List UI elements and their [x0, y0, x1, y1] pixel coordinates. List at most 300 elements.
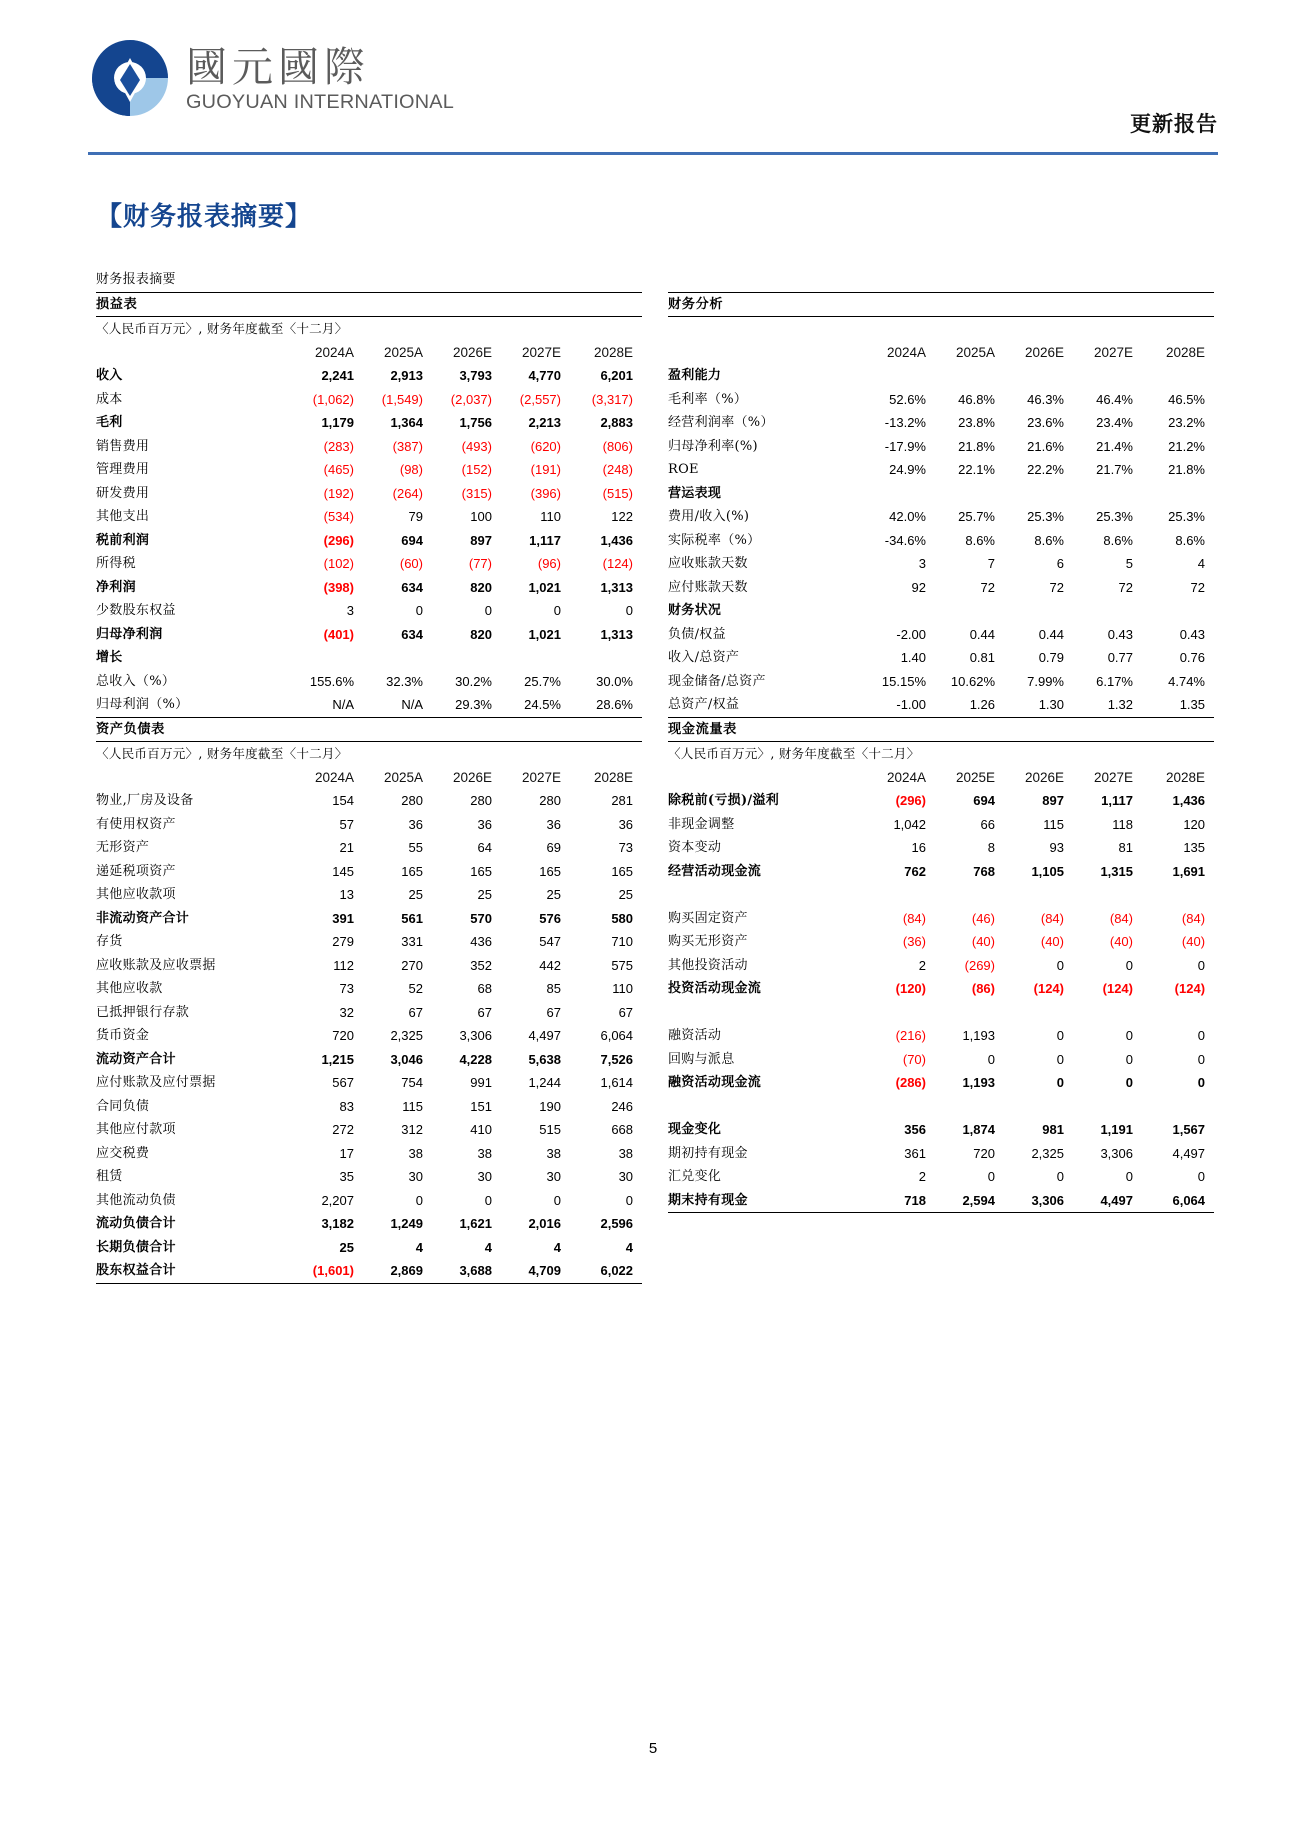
row-value: 145	[332, 863, 354, 879]
row-value: (86)	[971, 981, 995, 996]
cashflow-caption: 〈人民币百万元〉, 财务年度截至〈十二月〉	[668, 746, 920, 761]
row-value: 25.7%	[958, 509, 995, 524]
row-value: 762	[904, 863, 926, 879]
cashflow-year-1: 2025E	[955, 769, 995, 785]
row-value: (806)	[602, 438, 633, 454]
row-value	[935, 482, 1004, 506]
table-row	[96, 930, 642, 954]
company-logo	[88, 36, 455, 120]
row-value: (96)	[537, 556, 561, 571]
row-label	[668, 883, 866, 907]
logo-chinese-name: 國元國際	[186, 42, 370, 91]
row-value: (620)	[530, 438, 561, 454]
row-value: 0	[987, 1169, 995, 1184]
table-row	[96, 789, 642, 813]
row-value: 36	[546, 816, 561, 832]
row-label: 合同负债	[96, 1098, 150, 1114]
row-value: 30	[477, 1169, 492, 1184]
row-value: (398)	[323, 579, 354, 595]
row-value: 4,497	[1073, 1189, 1142, 1213]
row-value: (84)	[1109, 910, 1133, 926]
analysis-spacer	[668, 268, 1214, 292]
row-value: (124)	[602, 556, 633, 571]
row-value: 0	[1197, 1028, 1206, 1043]
row-value: 0.43	[1179, 626, 1205, 642]
row-value: 1,313	[600, 626, 633, 642]
row-value: 3,306	[459, 1028, 492, 1043]
row-value: 2,325	[390, 1028, 423, 1043]
row-value: 1,193	[962, 1028, 995, 1043]
row-label: 存货	[96, 934, 123, 949]
cashflow-year-header-row	[668, 766, 1214, 790]
row-value: 21.2%	[1168, 438, 1205, 454]
balance-sheet-body	[96, 789, 642, 1283]
table-row	[96, 1001, 642, 1025]
cashflow-title-row	[668, 718, 1214, 742]
row-value: 16	[911, 840, 926, 855]
row-label: 流动资产合计	[96, 1051, 176, 1067]
row-value: 634	[401, 579, 423, 595]
table-row	[96, 836, 642, 860]
row-value: 8	[987, 840, 995, 855]
row-label: 除税前(亏损)/溢利	[668, 793, 780, 808]
page-header	[88, 36, 1218, 146]
analysis-caption-row	[668, 317, 1214, 341]
row-label: 毛利率（%）	[668, 391, 748, 407]
balance-year-0: 2024A	[314, 769, 354, 785]
row-label: 其他应付款项	[96, 1122, 176, 1137]
row-value: 897	[470, 532, 492, 548]
row-value: 81	[1118, 840, 1133, 855]
row-value: 0	[1056, 1028, 1064, 1043]
row-label: 营运表现	[668, 485, 722, 501]
row-value: 23.8%	[958, 415, 995, 430]
income-statement-body	[96, 364, 642, 717]
row-value: 0	[1056, 1051, 1064, 1067]
table-row	[96, 1142, 642, 1166]
row-value	[1004, 599, 1073, 623]
row-label: 非流动资产合计	[96, 910, 190, 926]
row-value: 36	[477, 816, 492, 832]
row-value: 73	[339, 981, 354, 996]
table-row	[96, 860, 642, 884]
row-value: 6,064	[1142, 1189, 1214, 1213]
row-value: 1,313	[600, 579, 633, 595]
table-row	[668, 388, 1214, 412]
table-row	[668, 435, 1214, 459]
row-label: 净利润	[96, 579, 136, 595]
income-year-header-blank	[96, 341, 294, 365]
row-value: 22.1%	[958, 462, 995, 477]
analysis-year-3: 2027E	[1093, 344, 1133, 360]
row-value: 2	[918, 957, 926, 973]
row-value	[1073, 599, 1142, 623]
row-label: 费用/收入(%)	[668, 509, 750, 524]
row-label: 税前利润	[96, 532, 150, 548]
row-value: 30	[618, 1169, 634, 1184]
row-value: 17	[339, 1145, 354, 1161]
row-value: (296)	[323, 532, 354, 548]
row-value	[866, 599, 935, 623]
balance-caption-row	[96, 742, 642, 766]
table-row	[96, 435, 642, 459]
row-label: 研发费用	[96, 485, 150, 501]
row-value: 391	[332, 910, 354, 926]
table-row	[668, 1165, 1214, 1189]
row-value	[1073, 1095, 1142, 1119]
row-value: 64	[477, 840, 492, 855]
table-row	[96, 693, 642, 717]
row-value: 190	[539, 1098, 561, 1114]
financial-analysis-body	[668, 364, 1214, 717]
row-value	[1073, 364, 1142, 388]
row-value: (191)	[530, 462, 561, 477]
row-value	[935, 883, 1004, 907]
row-label: 流动负债合计	[96, 1216, 176, 1231]
row-value: 281	[611, 793, 634, 808]
row-value: 2,594	[935, 1189, 1004, 1213]
financial-tables	[96, 268, 1214, 1284]
row-value: N/A	[294, 693, 363, 717]
row-value: 92	[911, 579, 926, 595]
table-row	[96, 1048, 642, 1072]
row-value: 1,117	[529, 532, 561, 548]
row-label: 负债/权益	[668, 626, 726, 642]
cashflow-year-3: 2027E	[1093, 769, 1133, 785]
row-value	[866, 1001, 935, 1025]
row-value: (315)	[461, 485, 492, 501]
row-value: 280	[470, 793, 492, 808]
row-value: -2.00	[896, 626, 926, 642]
row-value: 576	[539, 910, 561, 926]
row-value: (387)	[392, 438, 423, 454]
table-row	[668, 1071, 1214, 1095]
row-value: 5	[1125, 556, 1133, 571]
row-value: (36)	[902, 934, 926, 949]
row-value	[1004, 364, 1073, 388]
row-value: 8.6%	[1175, 532, 1205, 548]
row-value: 110	[612, 981, 634, 996]
cashflow-body	[668, 789, 1214, 1213]
row-value: 442	[539, 957, 561, 973]
row-value: 21.6%	[1027, 438, 1064, 454]
row-value: (124)	[1174, 981, 1206, 996]
row-value: 4.74%	[1168, 673, 1205, 689]
row-value: 8.6%	[1103, 532, 1133, 548]
table-row	[668, 860, 1214, 884]
row-value: 46.3%	[1027, 391, 1064, 407]
row-value: 1,105	[1031, 863, 1064, 879]
row-value: 24.9%	[889, 462, 926, 477]
table-row	[668, 883, 1214, 907]
row-value: 66	[980, 816, 995, 832]
row-value: 1.32	[1073, 693, 1142, 717]
row-value: 1,315	[1100, 863, 1133, 879]
table-row	[668, 1095, 1214, 1119]
row-value: 55	[408, 840, 423, 855]
row-value	[1073, 883, 1142, 907]
row-value: 3,306	[1004, 1189, 1073, 1213]
row-value: 8.6%	[1034, 532, 1064, 548]
row-value: 21.8%	[958, 438, 995, 454]
row-value: 0	[1056, 957, 1064, 973]
row-value: 280	[401, 793, 423, 808]
row-value: 67	[477, 1004, 492, 1020]
row-value: 668	[611, 1122, 634, 1137]
row-value: 1,191	[1100, 1122, 1133, 1137]
table-row	[668, 977, 1214, 1001]
logo-english-name: GUOYUAN INTERNATIONAL	[186, 90, 455, 113]
row-label: 总资产/权益	[668, 693, 866, 717]
row-value: 1,874	[962, 1122, 995, 1137]
balance-year-3: 2027E	[521, 769, 561, 785]
table-row	[96, 623, 642, 647]
row-value: 3,688	[432, 1259, 501, 1283]
right-column	[668, 268, 1214, 1284]
row-value: 24.5%	[501, 693, 570, 717]
cashflow-year-header-blank	[668, 766, 866, 790]
row-value: 312	[401, 1122, 423, 1137]
row-value: (84)	[902, 910, 926, 926]
table-row	[668, 836, 1214, 860]
row-value: 3,306	[1100, 1145, 1133, 1161]
row-value	[1073, 1001, 1142, 1025]
table-row	[96, 1095, 642, 1119]
row-value: 575	[611, 957, 634, 973]
row-value: 25	[618, 887, 634, 902]
balance-year-2: 2026E	[452, 769, 492, 785]
row-value: (296)	[895, 793, 926, 808]
row-value: 72	[1118, 579, 1133, 595]
row-value: 6,022	[570, 1259, 642, 1283]
row-label: 融资活动	[668, 1028, 722, 1043]
row-value: (264)	[392, 485, 423, 501]
row-value: 718	[866, 1189, 935, 1213]
row-label: 管理费用	[96, 462, 150, 477]
row-value: 52.6%	[889, 391, 926, 407]
row-value: 46.5%	[1168, 391, 1205, 407]
row-value: 1,179	[321, 415, 354, 430]
row-label: 应付账款及应付票据	[96, 1075, 216, 1090]
row-value: 0	[484, 1192, 492, 1208]
row-value: 38	[408, 1145, 423, 1161]
row-value: 4,497	[1172, 1145, 1206, 1161]
table-row	[96, 599, 642, 623]
row-value: (84)	[1181, 910, 1206, 926]
row-value: (396)	[530, 485, 561, 501]
row-value: 580	[611, 910, 634, 926]
row-value: (40)	[1040, 934, 1064, 949]
table-row	[668, 813, 1214, 837]
table-row	[668, 1001, 1214, 1025]
balance-year-4: 2028E	[593, 769, 634, 785]
row-value: (2,557)	[519, 391, 561, 407]
financial-analysis-table	[668, 268, 1214, 718]
row-value: 0	[415, 1192, 423, 1208]
financial-analysis-title: 财务分析	[668, 292, 1214, 317]
row-value: 820	[470, 626, 492, 642]
row-value: 1,621	[459, 1216, 492, 1231]
row-value: 115	[402, 1098, 423, 1114]
row-label: 汇兑变化	[668, 1169, 722, 1184]
row-value: 2,869	[363, 1259, 432, 1283]
income-year-header-row	[96, 341, 642, 365]
row-label: 长期负债合计	[96, 1239, 176, 1255]
row-label: 经营活动现金流	[668, 863, 762, 879]
row-value: 115	[1043, 816, 1064, 832]
row-value: 25.3%	[1168, 509, 1205, 524]
table-row	[96, 977, 642, 1001]
row-value: 1,567	[1172, 1122, 1206, 1137]
row-value: 1.40	[900, 650, 926, 665]
row-value	[1142, 1095, 1214, 1119]
row-label: 应收账款及应收票据	[96, 957, 216, 973]
row-value: 0	[987, 1051, 995, 1067]
overview-label: 财务报表摘要	[96, 268, 642, 292]
row-value: 1,756	[459, 415, 492, 430]
table-row	[96, 529, 642, 553]
row-value: 0.44	[969, 626, 995, 642]
row-value: 30.0%	[596, 673, 633, 689]
table-row	[96, 411, 642, 435]
row-label: 其他应收款	[96, 981, 163, 996]
row-value: 0	[1056, 1169, 1064, 1184]
row-value: 991	[470, 1075, 492, 1090]
row-value: 21.4%	[1096, 438, 1133, 454]
row-value: (493)	[461, 438, 492, 454]
row-value	[935, 1001, 1004, 1025]
row-label: 期初持有现金	[668, 1145, 748, 1161]
row-value: 67	[546, 1004, 561, 1020]
row-label	[668, 1095, 866, 1119]
row-value: 515	[539, 1122, 561, 1137]
row-value: 820	[470, 579, 492, 595]
row-value: 38	[546, 1145, 561, 1161]
row-value: (60)	[399, 556, 423, 571]
cashflow-year-4: 2028E	[1165, 769, 1206, 785]
row-value	[1142, 482, 1214, 506]
row-value: (2,037)	[450, 391, 492, 407]
row-value: (1,062)	[312, 391, 354, 407]
row-value	[1004, 1095, 1073, 1119]
table-row	[96, 883, 642, 907]
row-value: 2,325	[1031, 1145, 1064, 1161]
row-value: 165	[401, 863, 423, 879]
balance-year-header-row	[96, 766, 642, 790]
cashflow-year-2: 2026E	[1024, 769, 1064, 785]
row-value: 0.44	[1038, 626, 1064, 642]
row-label: 总收入（%）	[96, 673, 176, 689]
row-value: (70)	[902, 1051, 926, 1067]
row-value: 754	[401, 1075, 423, 1090]
row-value: 4,497	[528, 1028, 561, 1043]
table-row	[668, 552, 1214, 576]
row-value: 0	[1125, 1169, 1133, 1184]
table-row	[96, 1118, 642, 1142]
row-label: 投资活动现金流	[668, 981, 762, 996]
row-value: 3,046	[390, 1051, 423, 1067]
row-value: 4	[415, 1239, 423, 1255]
row-value: (124)	[1033, 981, 1064, 996]
balance-year-1: 2025A	[383, 769, 423, 785]
row-value: -13.2%	[884, 415, 926, 430]
row-value	[1142, 599, 1214, 623]
row-value: 5,638	[528, 1051, 561, 1067]
row-value: 120	[1183, 816, 1206, 832]
row-value: 0	[484, 603, 492, 618]
table-row	[96, 388, 642, 412]
row-value: (192)	[323, 485, 354, 501]
row-value: 38	[618, 1145, 634, 1161]
cashflow-year-0: 2024A	[886, 769, 926, 785]
row-label: 归母净利润	[96, 626, 163, 642]
row-value: 23.6%	[1027, 415, 1064, 430]
row-value: 1,117	[1101, 793, 1133, 808]
table-row	[668, 505, 1214, 529]
row-label: 融资活动现金流	[668, 1075, 762, 1090]
row-value: 356	[904, 1122, 926, 1137]
row-value: 118	[1112, 816, 1133, 832]
row-label: 归母净利率(%)	[668, 438, 758, 454]
row-value: (124)	[1102, 981, 1133, 996]
row-value: (77)	[468, 556, 492, 571]
row-label: 其他投资活动	[668, 957, 748, 973]
cashflow-title: 现金流量表	[668, 718, 1214, 742]
row-value: 0	[625, 1192, 634, 1208]
row-label: 收入/总资产	[668, 650, 740, 665]
row-value: 6.17%	[1096, 673, 1133, 689]
row-value: 279	[332, 934, 354, 949]
row-value: 154	[332, 793, 354, 808]
row-value: 46.4%	[1096, 391, 1133, 407]
row-value: 2,883	[600, 415, 633, 430]
row-label: 购买无形资产	[668, 934, 748, 949]
row-value: 1.35	[1142, 693, 1214, 717]
row-label: 应交税费	[96, 1145, 150, 1161]
row-value: 100	[470, 509, 492, 524]
row-value: 72	[1049, 579, 1064, 595]
row-value: 3	[346, 603, 354, 618]
table-row	[96, 1259, 642, 1283]
row-value: 4	[625, 1239, 634, 1255]
row-value: 23.2%	[1168, 415, 1205, 430]
analysis-year-2: 2026E	[1024, 344, 1064, 360]
row-value: 0	[1125, 1028, 1133, 1043]
left-column	[96, 268, 642, 1284]
row-value: 0	[1125, 1075, 1133, 1090]
row-value: (515)	[602, 485, 633, 501]
report-type-label: 更新报告	[1130, 111, 1218, 136]
row-label: 现金储备/总资产	[668, 673, 766, 689]
page-number: 5	[648, 1740, 658, 1757]
row-value: (3,317)	[591, 391, 633, 407]
row-value: 272	[332, 1122, 354, 1137]
row-value: 4	[484, 1239, 492, 1255]
row-value: 0	[1197, 1075, 1206, 1090]
row-value: 73	[618, 840, 634, 855]
analysis-spacer-row	[668, 268, 1214, 292]
row-value: 4	[1197, 556, 1205, 571]
row-value: 1,364	[390, 415, 423, 430]
row-value: 36	[408, 816, 423, 832]
row-value	[1004, 1001, 1073, 1025]
row-value: 2,213	[528, 415, 561, 430]
row-value: 7.99%	[1027, 673, 1064, 689]
row-value: 246	[611, 1098, 634, 1114]
analysis-year-4: 2028E	[1165, 344, 1205, 360]
row-value: 25	[339, 1239, 354, 1255]
row-value: 1,021	[528, 626, 561, 642]
